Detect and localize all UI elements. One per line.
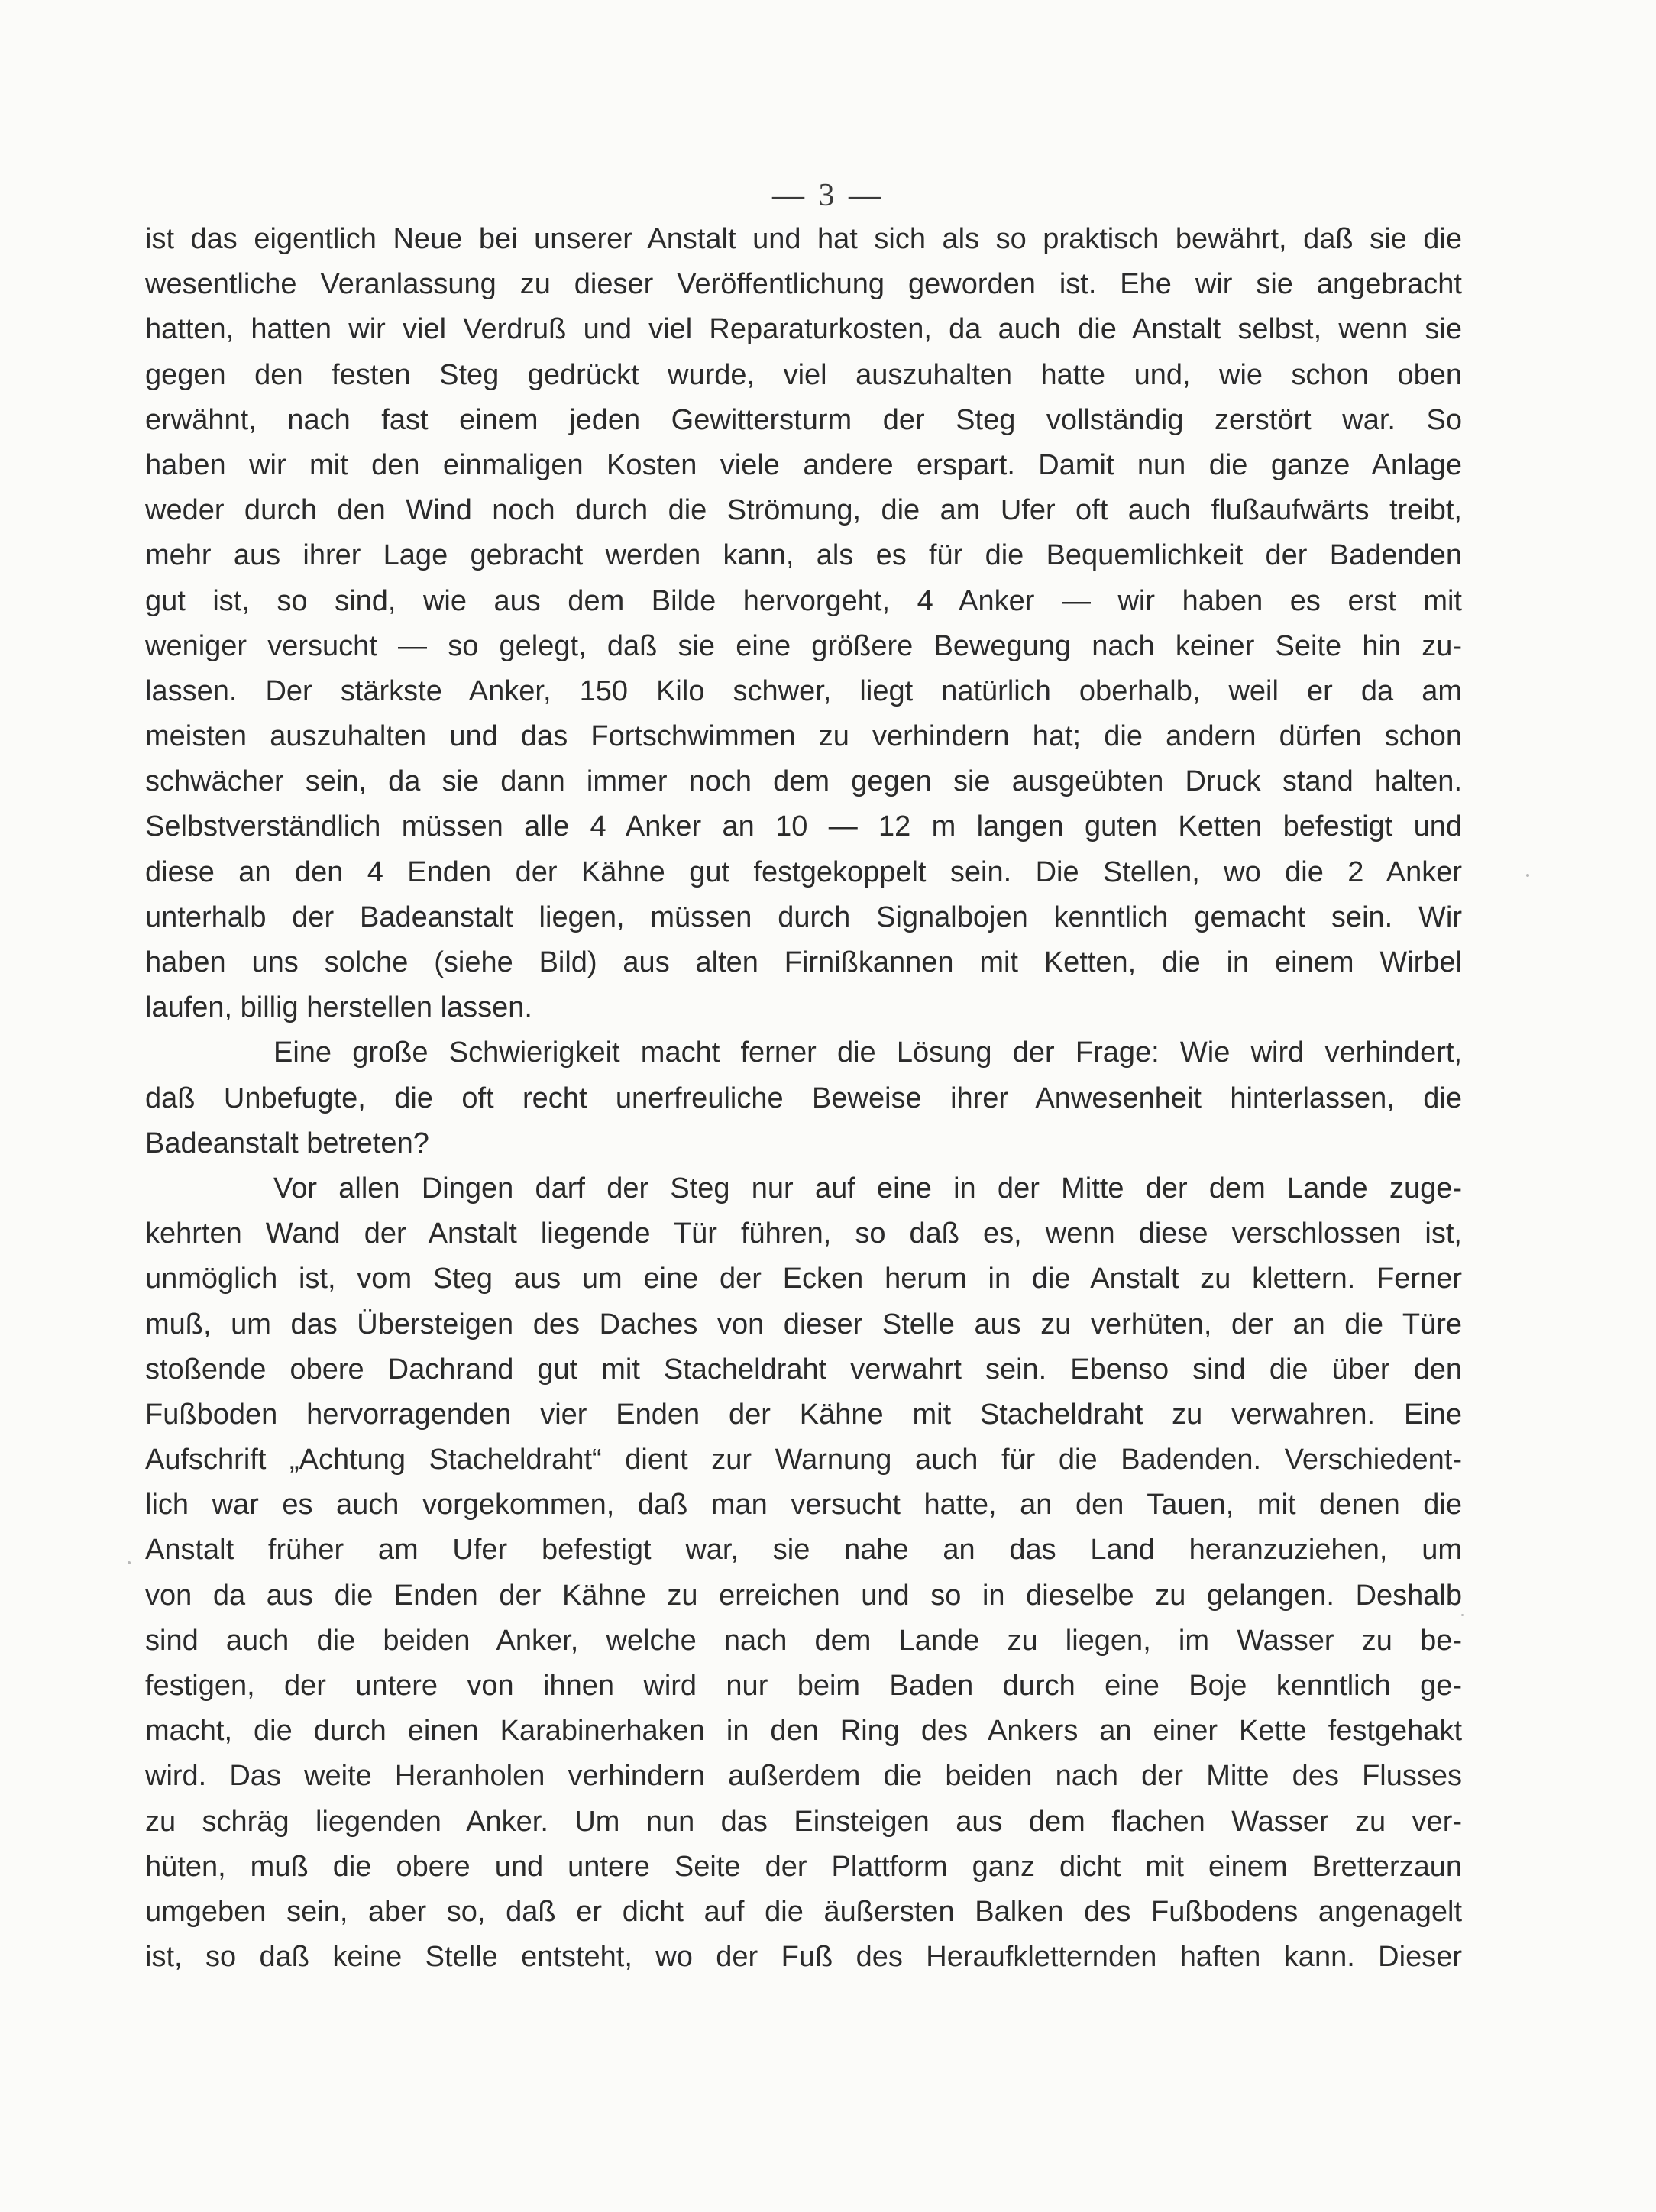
text-line: unmöglich ist, vom Steg aus um eine der Ecken herum in die Anstalt zu klettern. Ferner (145, 1263, 1462, 1295)
paragraph (145, 217, 1462, 1030)
text-line: muß, um das Übersteigen des Daches von dieser Stelle aus zu verhüten, der an die Türe (145, 1308, 1462, 1340)
text-line: kehrten Wand der Anstalt liegende Tür führen, so daß es, wenn diese verschlossen ist, (145, 1218, 1462, 1250)
paper-speck (1526, 874, 1529, 877)
text-line: gut ist, so sind, wie aus dem Bilde hervorgeht, 4 Anker — wir haben es erst mit (145, 584, 1462, 617)
text-line: haben wir mit den einmaligen Kosten viele andere erspart. Damit nun die ganze Anlage (145, 448, 1462, 481)
text-line: erwähnt, nach fast einem jeden Gewittersturm der Steg vollständig zerstört war. So (145, 403, 1462, 436)
text-line: gegen den festen Steg gedrückt wurde, viel auszuhalten hatte und, wie schon oben (145, 358, 1462, 391)
text-line: Eine große Schwierigkeit macht ferner die Lösung der Frage: Wie wird verhindert, (273, 1036, 1462, 1069)
paragraph (145, 1166, 1462, 1980)
text-line: Badeanstalt betreten? (145, 1127, 429, 1159)
text-line: wird. Das weite Heranholen verhindern außerdem die beiden nach der Mitte des Flusses (145, 1760, 1462, 1793)
text-line: stoßende obere Dachrand gut mit Stacheldraht verwahrt sein. Ebenso sind die über den (145, 1353, 1462, 1386)
text-line: ist, so daß keine Stelle entsteht, wo der Fuß des Heraufkletternden haften kann. Dieser (145, 1941, 1462, 1974)
text-line: laufen, billig herstellen lassen. (145, 991, 532, 1024)
text-line: Aufschrift „Achtung Stacheldraht“ dient zur Warnung auch für die Badenden. Verschiedent- (145, 1444, 1462, 1476)
text-line: Anstalt früher am Ufer befestigt war, sie nahe an das Land heranzuziehen, um (145, 1534, 1462, 1567)
paper-speck (128, 1561, 131, 1564)
text-line: lich war es auch vorgekommen, daß man versucht hatte, an den Tauen, mit denen die (145, 1489, 1462, 1522)
page-number: — 3 — (772, 178, 884, 213)
text-line: hatten, hatten wir viel Verdruß und viel Reparaturkosten, da auch die Anstalt selbst, wenn sie (145, 313, 1462, 346)
text-line: umgeben sein, aber so, daß er dicht auf die äußersten Balken des Fußbodens angenagelt (145, 1895, 1462, 1928)
text-line: mehr aus ihrer Lage gebracht werden kann, als es für die Bequemlichkeit der Badenden (145, 539, 1462, 572)
text-line: Fußboden hervorragenden vier Enden der Kähne mit Stacheldraht zu verwahren. Eine (145, 1398, 1462, 1431)
paragraph (145, 1030, 1462, 1166)
text-line: von da aus die Enden der Kähne zu erreichen und so in dieselbe zu gelangen. Deshalb (145, 1579, 1462, 1612)
paper-speck (1461, 1614, 1464, 1616)
text-line: zu schräg liegenden Anker. Um nun das Einsteigen aus dem flachen Wasser zu ver- (145, 1805, 1462, 1838)
text-line: macht, die durch einen Karabinerhaken in den Ring des Ankers an einer Kette festgehakt (145, 1715, 1462, 1748)
text-line: lassen. Der stärkste Anker, 150 Kilo schwer, liegt natürlich oberhalb, weil er da am (145, 674, 1462, 707)
text-line: ist das eigentlich Neue bei unserer Anstalt und hat sich als so praktisch bewährt, daß sie die (145, 223, 1462, 255)
text-line: sind auch die beiden Anker, welche nach dem Lande zu liegen, im Wasser zu be- (145, 1624, 1462, 1657)
text-line: diese an den 4 Enden der Kähne gut festgekoppelt sein. Die Stellen, wo die 2 Anker (145, 855, 1462, 888)
body-text (145, 217, 1462, 1980)
text-line: meisten auszuhalten und das Fortschwimmen zu verhindern hat; die andern dürfen schon (145, 720, 1462, 753)
text-line: festigen, der untere von ihnen wird nur beim Baden durch eine Boje kenntlich ge- (145, 1670, 1462, 1702)
text-line: wesentliche Veranlassung zu dieser Veröffentlichung geworden ist. Ehe wir sie angebracht (145, 268, 1462, 301)
text-line: schwächer sein, da sie dann immer noch dem gegen sie ausgeübten Druck stand halten. (145, 765, 1462, 798)
text-line: haben uns solche (siehe Bild) aus alten Firnißkannen mit Ketten, die in einem Wirbel (145, 946, 1462, 978)
text-line: Selbstverständlich müssen alle 4 Anker an 10 — 12 m langen guten Ketten befestigt und (145, 810, 1462, 843)
text-line: weniger versucht — so gelegt, daß sie eine größere Bewegung nach keiner Seite hin zu- (145, 629, 1462, 662)
text-line: unterhalb der Badeanstalt liegen, müssen durch Signalbojen kenntlich gemacht sein. Wir (145, 901, 1462, 933)
text-line: hüten, muß die obere und untere Seite der Plattform ganz dicht mit einem Bretterzaun (145, 1850, 1462, 1883)
text-line: daß Unbefugte, die oft recht unerfreuliche Beweise ihrer Anwesenheit hinterlassen, die (145, 1082, 1462, 1114)
text-line: weder durch den Wind noch durch die Strömung, die am Ufer oft auch flußaufwärts treibt, (145, 494, 1462, 527)
text-line: Vor allen Dingen darf der Steg nur auf eine in der Mitte der dem Lande zuge- (273, 1172, 1462, 1205)
